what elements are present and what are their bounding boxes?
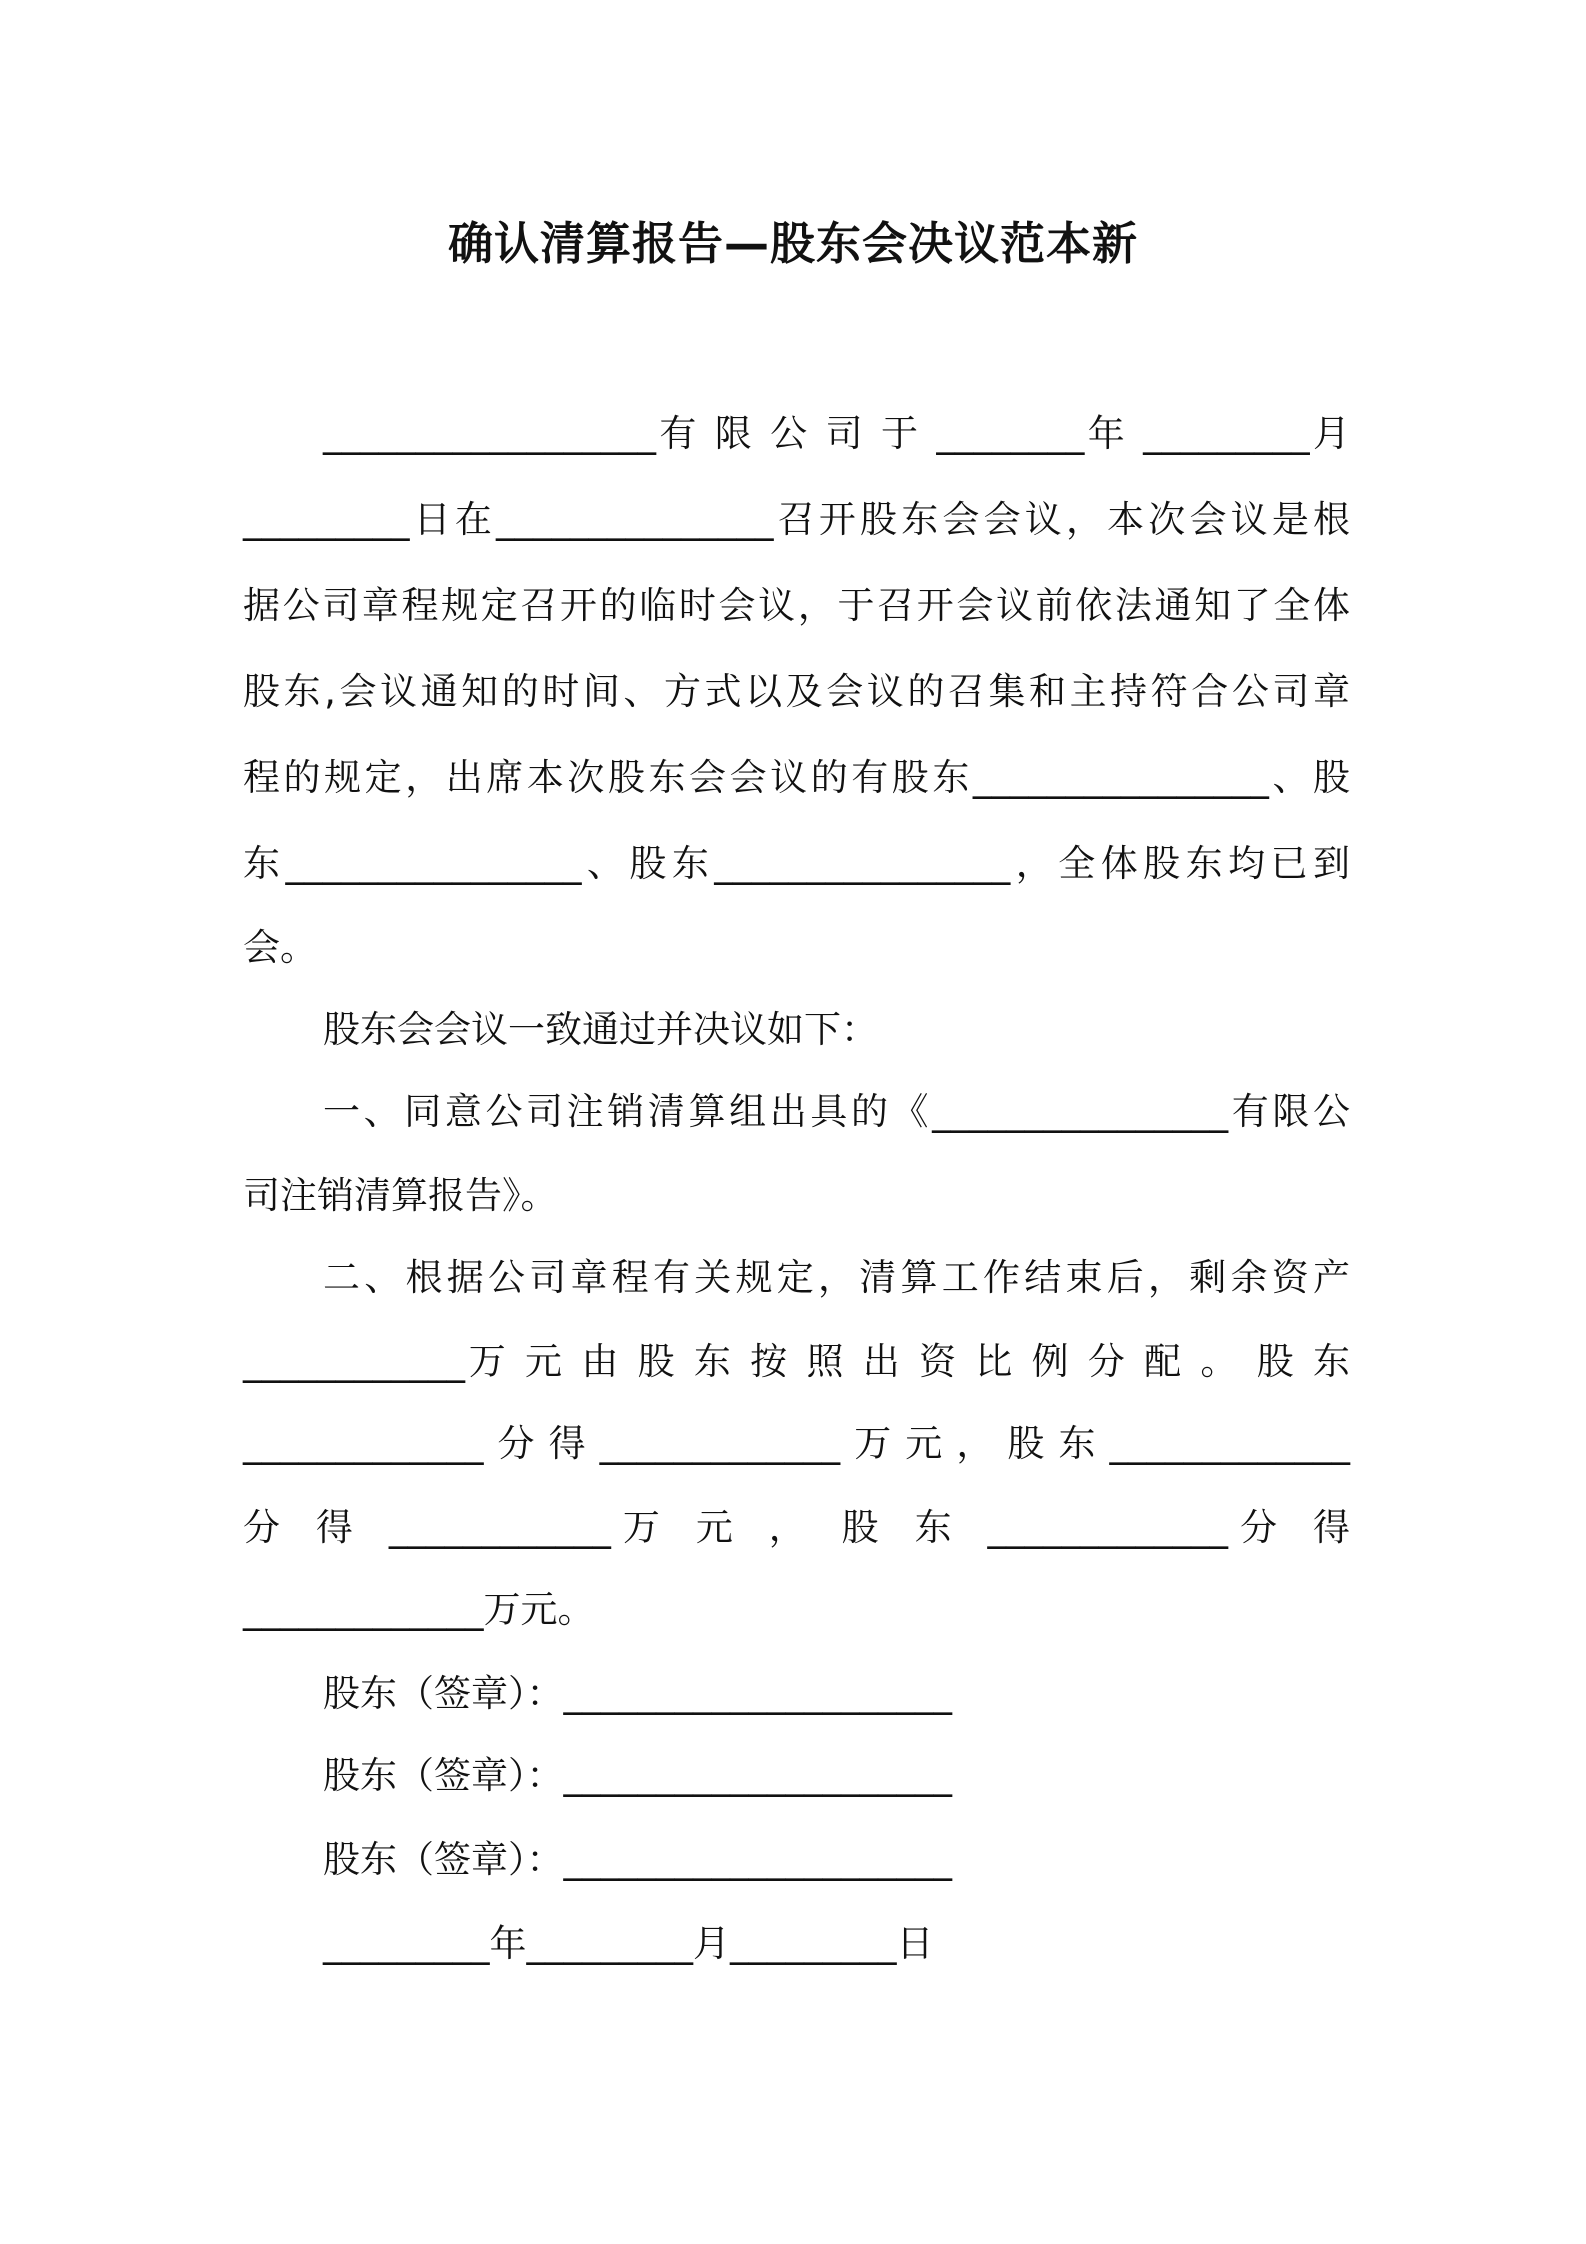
paragraph-line: 据公司章程规定召开的临时会议，于召开会议前依法通知了全体: [243, 584, 1350, 627]
shareholder-signature-line: 股东（签章）：_____________________: [323, 1838, 952, 1881]
paragraph-line: 东________________、股东________________，全体股东均已到: [243, 842, 1350, 885]
paragraph-line: 程的规定，出席本次股东会会议的有股东________________、股: [243, 756, 1350, 799]
resolution-item-2-cont: 分 得 ____________万 元 ， 股 东 _____________分 得: [243, 1506, 1350, 1549]
shareholder-signature-line: 股东（签章）：_____________________: [323, 1754, 952, 1797]
resolution-item-2-cont: _____________万元。: [243, 1588, 595, 1631]
date-line: _________年_________月_________日: [323, 1922, 934, 1965]
resolution-item-1-cont: 司注销清算报告》。: [243, 1174, 558, 1217]
paragraph-line: __________________有 限 公 司 于 ________年 _________月: [323, 412, 1350, 455]
resolution-intro: 股东会会议一致通过并决议如下：: [323, 1008, 878, 1051]
resolution-item-1: 一、同意公司注销清算组出具的《________________有限公: [323, 1090, 1350, 1133]
paragraph-line: 股东,会议通知的时间、方式以及会议的召集和主持符合公司章: [243, 670, 1350, 713]
paragraph-line: _________日在_______________召开股东会会议，本次会议是根: [243, 498, 1350, 541]
document-title: 确认清算报告—股东会决议范本新: [447, 217, 1138, 270]
paragraph-line: 会。: [243, 926, 317, 969]
resolution-item-2-cont: ____________万 元 由 股 东 按 照 出 资 比 例 分 配 。 股 东: [243, 1340, 1350, 1383]
resolution-item-2: 二、根据公司章程有关规定，清算工作结束后，剩余资产: [323, 1256, 1350, 1299]
resolution-item-2-cont: _____________分得_____________万元，股东_____________: [243, 1422, 1350, 1465]
shareholder-signature-line: 股东（签章）：_____________________: [323, 1672, 952, 1715]
